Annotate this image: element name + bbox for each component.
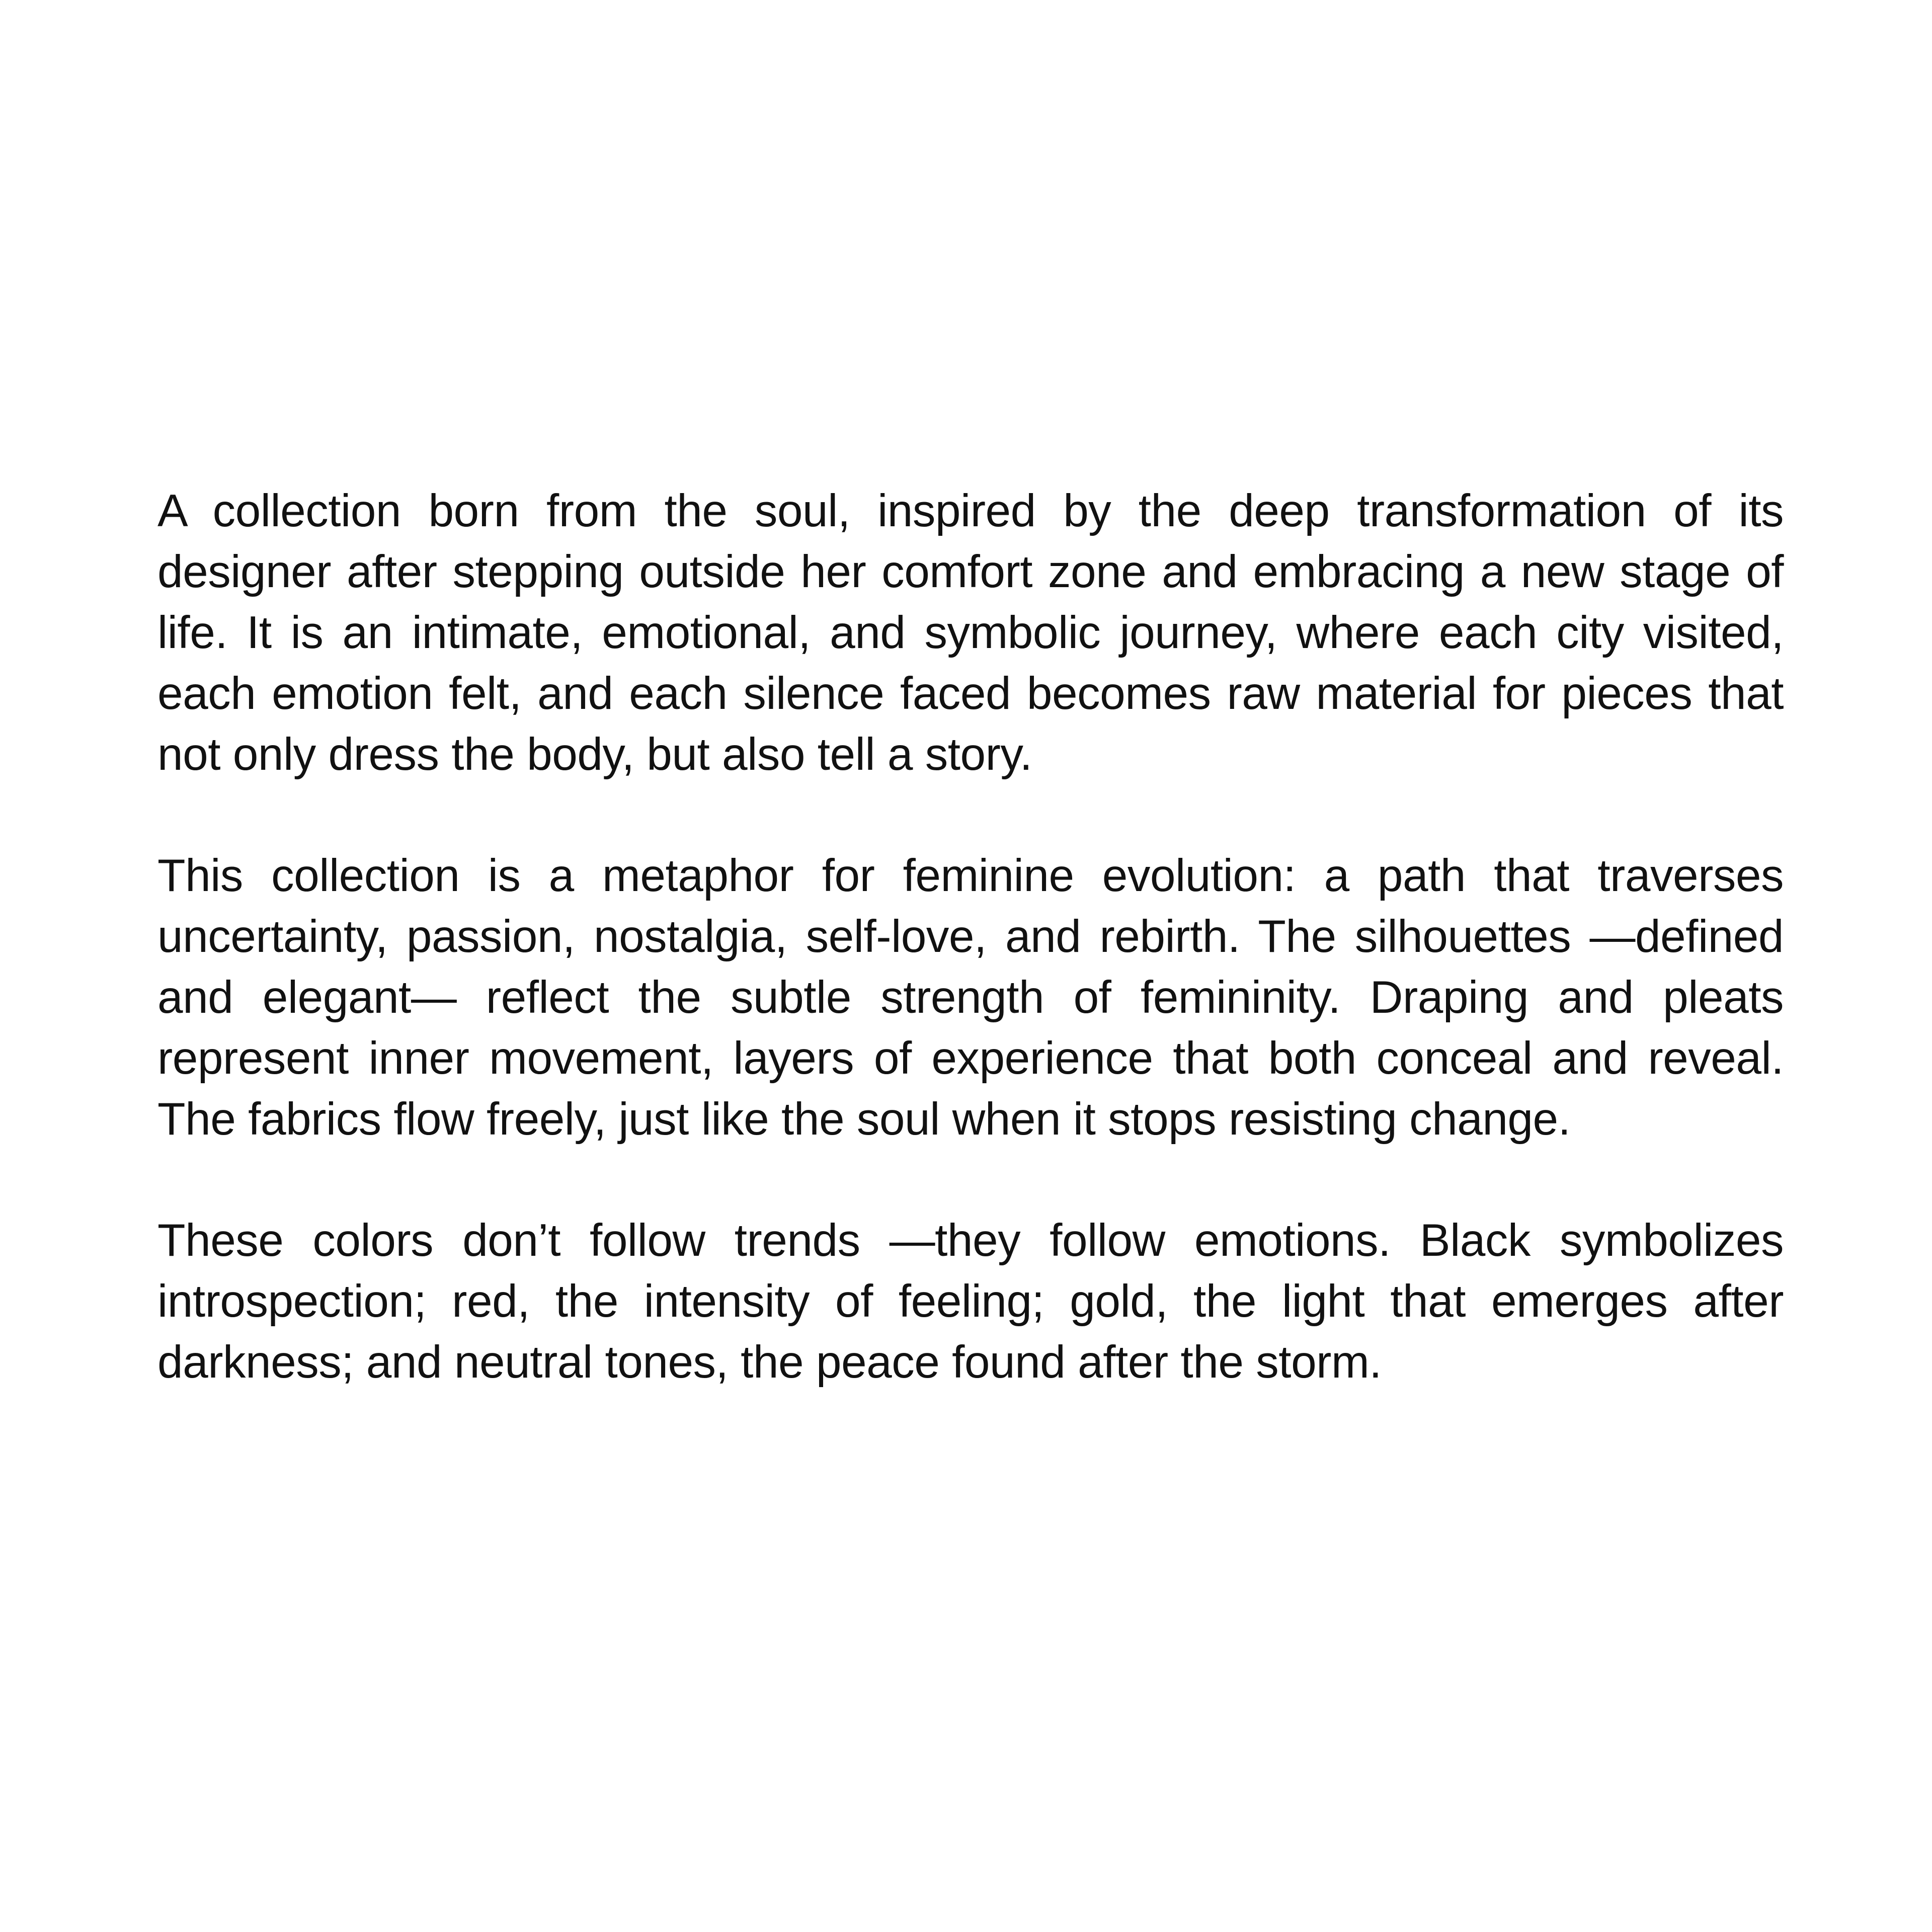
paragraph-metaphor: This collection is a metaphor for feminine evolution: a path that traverses uncertainty, passion, nostalgia, self-love, and rebirth. The silhouettes —defined and elegant— reflect the subtle strength of femininity. Draping and pleats represent inner movement, layers of experience that both conceal and reveal. The fabrics flow freely, just like the soul when it stops resisting change. [157,850,1784,1145]
paragraph-colors: These colors don’t follow trends —they follow emotions. Black symbolizes introspection; red, the intensity of feeling; gold, the light that emerges after darkness; and neutral tones, the peace found after the storm. [157,1215,1784,1388]
body-text [157,480,1784,1393]
paragraph-intro: A collection born from the soul, inspired by the deep transformation of its designer after stepping outside her comfort zone and embracing a new stage of life. It is an intimate, emotional, and symbolic journey, where each city visited, each emotion felt, and each silence faced becomes raw material for pieces that not only dress the body, but also tell a story. [157,486,1784,780]
